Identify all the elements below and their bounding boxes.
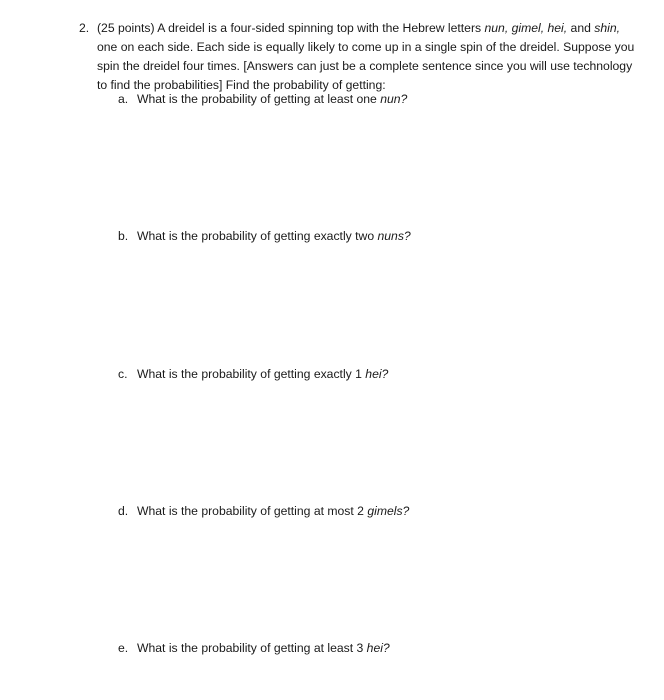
subquestion-term: nun? xyxy=(380,92,408,106)
letter-names: nun, gimel, hei, xyxy=(484,21,568,35)
subquestion-letter: c. xyxy=(118,367,128,381)
subquestion-letter: a. xyxy=(118,92,129,106)
subquestion-term: hei? xyxy=(366,641,390,655)
subquestion-a xyxy=(118,90,407,109)
subquestion-term: gimels? xyxy=(367,504,410,518)
letter-name-shin: shin, xyxy=(594,21,621,35)
subquestion-d xyxy=(118,502,409,521)
question-text: (25 points) A dreidel is a four-sided spinning top with the Hebrew letters xyxy=(97,21,485,35)
question-text: one on each side. Each side is equally likely to come up in a single spin of the dreidel. Suppose you xyxy=(97,40,635,54)
question-text: spin the dreidel four times. [Answers can just be a complete sentence since you will use technology xyxy=(97,59,633,73)
subquestion-term: nuns? xyxy=(377,229,411,243)
subquestion-text: What is the probability of getting exactly two xyxy=(137,229,378,243)
subquestion-text: What is the probability of getting at least 3 xyxy=(137,641,367,655)
question-text: and xyxy=(567,21,595,35)
subquestion-e xyxy=(118,639,390,658)
subquestion-text: What is the probability of getting at least one xyxy=(137,92,381,106)
subquestion-letter: b. xyxy=(118,229,129,243)
question-line-2 xyxy=(97,38,634,57)
question-line-1 xyxy=(97,19,620,38)
subquestion-c xyxy=(118,365,388,384)
question-line-3 xyxy=(97,57,632,76)
question-text: to find the probabilities] Find the probability of getting: xyxy=(97,78,386,92)
subquestion-text: What is the probability of getting exactly 1 xyxy=(137,367,366,381)
subquestion-text: What is the probability of getting at most 2 xyxy=(137,504,368,518)
question-number: 2. xyxy=(79,21,90,35)
subquestion-letter: d. xyxy=(118,504,129,518)
subquestion-term: hei? xyxy=(365,367,389,381)
subquestion-letter: e. xyxy=(118,641,129,655)
subquestion-b xyxy=(118,227,411,246)
